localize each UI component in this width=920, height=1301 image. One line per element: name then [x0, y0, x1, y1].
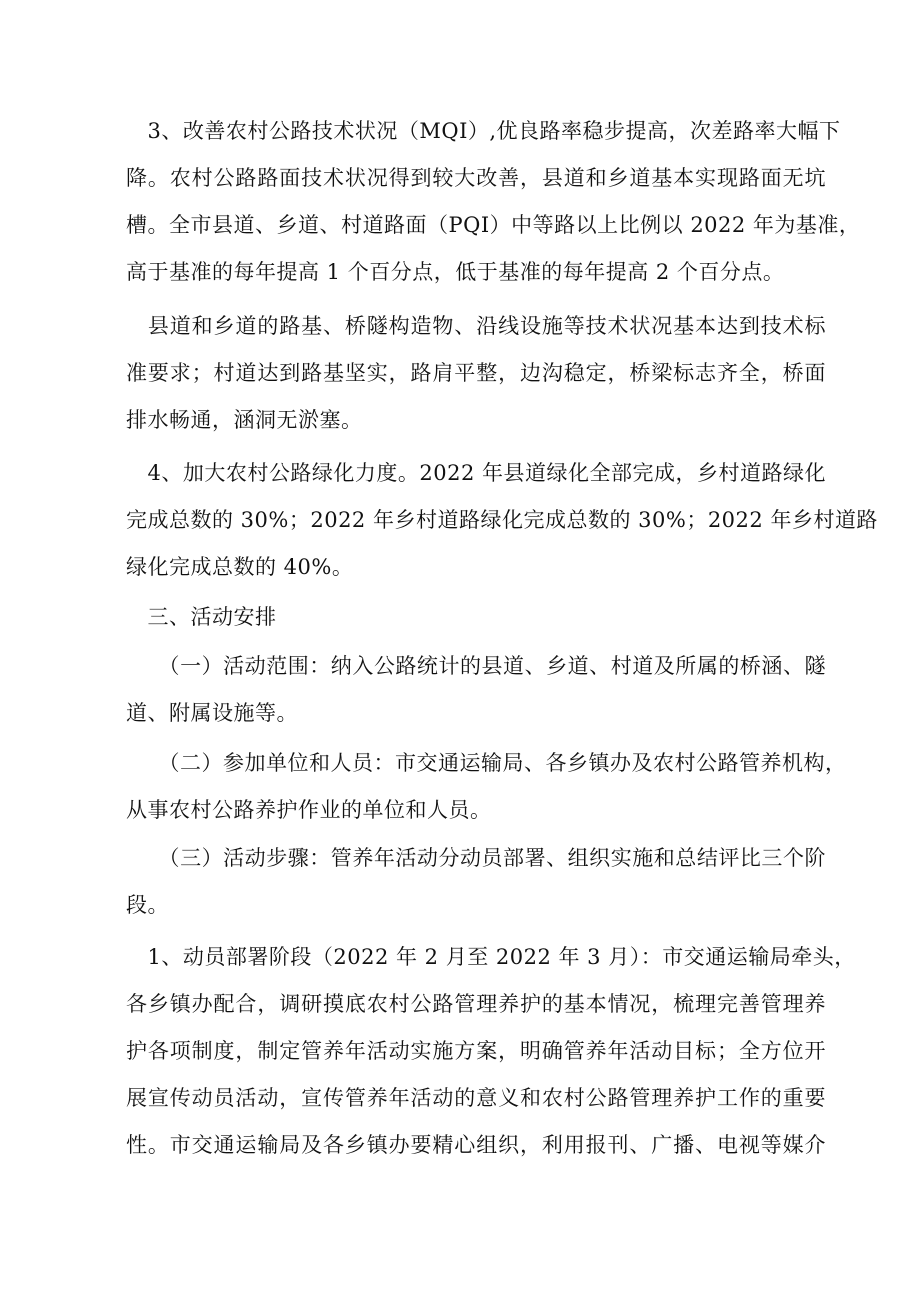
text-line: 三、活动安排 [126, 605, 277, 629]
text-line: 1、动员部署阶段（2022 年 2 月至 2022 年 3 月）：市交通运输局牵头， [126, 945, 856, 969]
text-line: （一）活动范围：纳入公路统计的县道、乡道、村道及所属的桥涵、隧 [126, 654, 826, 678]
text-line: 展宣传动员活动，宣传管养年活动的意义和农村公路管理养护工作的重要 [126, 1086, 826, 1110]
text-line: 性。市交通运输局及各乡镇办要精心组织，利用报刊、广播、电视等媒介 [126, 1133, 826, 1157]
paragraph-improve-road-condition [126, 108, 861, 296]
paragraph-activity-scope [126, 643, 826, 737]
text-line: 绿化完成总数的 40%。 [126, 555, 354, 579]
text-line: 3、改善农村公路技术状况（MQI）,优良路率稳步提高，次差路率大幅下 [126, 119, 841, 143]
text-line: 准要求；村道达到路基坚实，路肩平整，边沟稳定，桥梁标志齐全，桥面 [126, 361, 826, 385]
paragraph-roadbed-standards [126, 303, 826, 444]
text-line: 完成总数的 30%；2022 年乡村道路绿化完成总数的 30%；2022 年乡村道路 [126, 508, 878, 532]
paragraph-mobilization-stage [126, 934, 856, 1169]
text-line: 4、加大农村公路绿化力度。2022 年县道绿化全部完成，乡村道路绿化 [126, 461, 826, 485]
text-line: 从事农村公路养护作业的单位和人员。 [126, 798, 492, 822]
paragraph-greening [126, 450, 878, 591]
text-line: 排水畅通，涵洞无淤塞。 [126, 408, 363, 432]
text-line: 各乡镇办配合，调研摸底农村公路管理养护的基本情况，梳理完善管理养 [126, 992, 826, 1016]
text-line: 道、附属设施等。 [126, 701, 298, 725]
text-line: 降。农村公路路面技术状况得到较大改善，县道和乡道基本实现路面无坑 [126, 166, 826, 190]
text-line: 护各项制度，制定管养年活动实施方案，明确管养年活动目标；全方位开 [126, 1039, 826, 1063]
text-line: 槽。全市县道、乡道、村道路面（PQI）中等路以上比例以 2022 年为基准， [126, 213, 861, 237]
text-line: 高于基准的每年提高 1 个百分点，低于基准的每年提高 2 个百分点。 [126, 260, 785, 284]
text-line: （二）参加单位和人员：市交通运输局、各乡镇办及农村公路管养机构， [126, 751, 847, 775]
paragraph-activity-steps [126, 835, 826, 929]
text-line: （三）活动步骤：管养年活动分动员部署、组织实施和总结评比三个阶 [126, 846, 826, 870]
paragraph-participants [126, 740, 847, 834]
section-heading-activity-arrangement [126, 594, 826, 641]
text-line: 县道和乡道的路基、桥隧构造物、沿线设施等技术状况基本达到技术标 [126, 314, 826, 338]
text-line: 段。 [126, 893, 169, 917]
